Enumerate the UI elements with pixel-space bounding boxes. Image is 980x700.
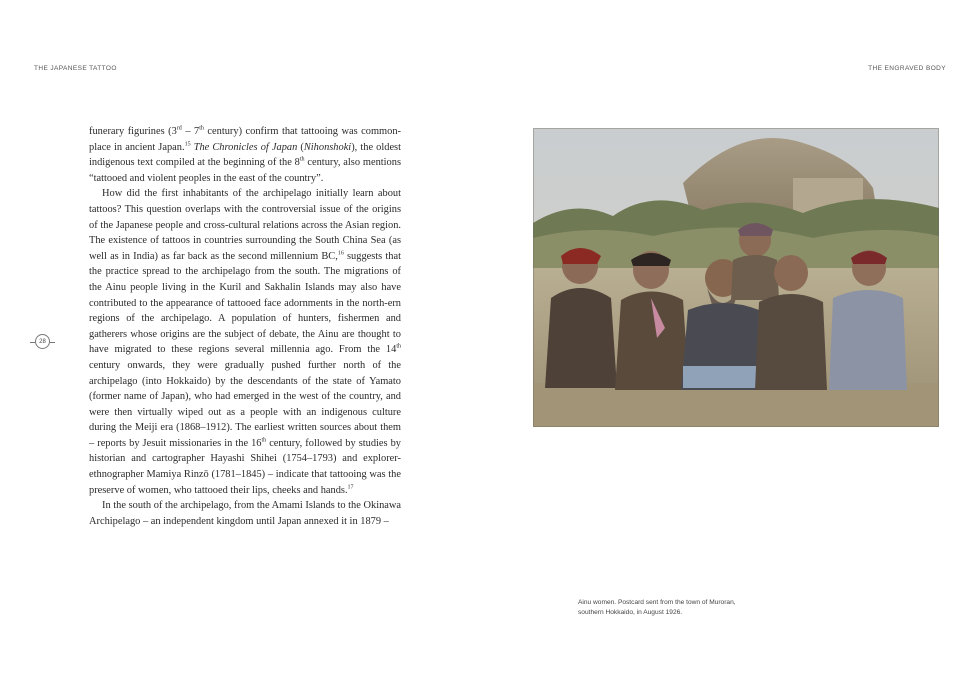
- paragraph-1: funerary figurines (3rd – 7th century) confirm that tattooing was common-place in ancient Japan.$^{15}$ The Chronicles of Japan (Nihonshoki), the oldest indigenous text compiled at the beginning of the 8th century, also mentions “tattooed and violent peoples in the east of the country”.: [89, 125, 401, 184]
- footnote-ref: 16: [337, 250, 344, 257]
- ainu-women-photograph: [533, 128, 939, 427]
- photo-caption: Ainu women. Postcard sent from the town of Muroran, southern Hokkaido, in August 1926.: [578, 599, 736, 616]
- footnote-ref: 15: [184, 141, 191, 148]
- body-text: [89, 124, 401, 529]
- paragraph-2: How did the first inhabitants of the archipelago initially learn about tattoos? This question overlaps with the controversial issue of the origins of the Japanese people and cross-cultural relations across the Asian region. The existence of tattoos in countries surrounding the South China Sea (as well as in India) as far back as the second millennium BC,$^{16}$ suggests that the practice spread to the archipelago from the south. The migrations of the Ainu people living in the Kuril and Sakhalin Islands may also have contributed to the appearance of tattooed face adornments in the north-ern regions of the archipelago. A population of hunters, fishermen and gatherers whose origins are the subject of debate, the Ainu are thought to have migrated to these regions several millennia ago. From the 14th century onwards, they were gradually pushed further north of the archipelago (into Hokkaido) by the descendants of the state of Yamato (former name of Japan), who had emerged in the west of the country, and were then virtually wiped out as a people with an indigenous culture during the Meiji era (1868–1912). The earliest written sources about them – reports by Jesuit missionaries in the 16th century, followed by studies by historian and cartographer Hayashi Shihei (1754–1793) and explorer-ethnographer Mamiya Rinzō (1781–1845) – indicate that tattooing was the preserve of women, who tattooed their lips, cheeks and hands.$^{17}$: [89, 188, 401, 496]
- running-head-left: THE JAPANESE TATTOO: [34, 65, 117, 72]
- page-number: 28: [35, 334, 50, 349]
- footnote-ref: 17: [347, 484, 354, 491]
- paragraph-3: In the south of the archipelago, from the Amami Islands to the Okinawa Archipelago – an independent kingdom until Japan annexed it in 1879 –: [89, 500, 401, 527]
- running-head-right: THE ENGRAVED BODY: [868, 65, 946, 72]
